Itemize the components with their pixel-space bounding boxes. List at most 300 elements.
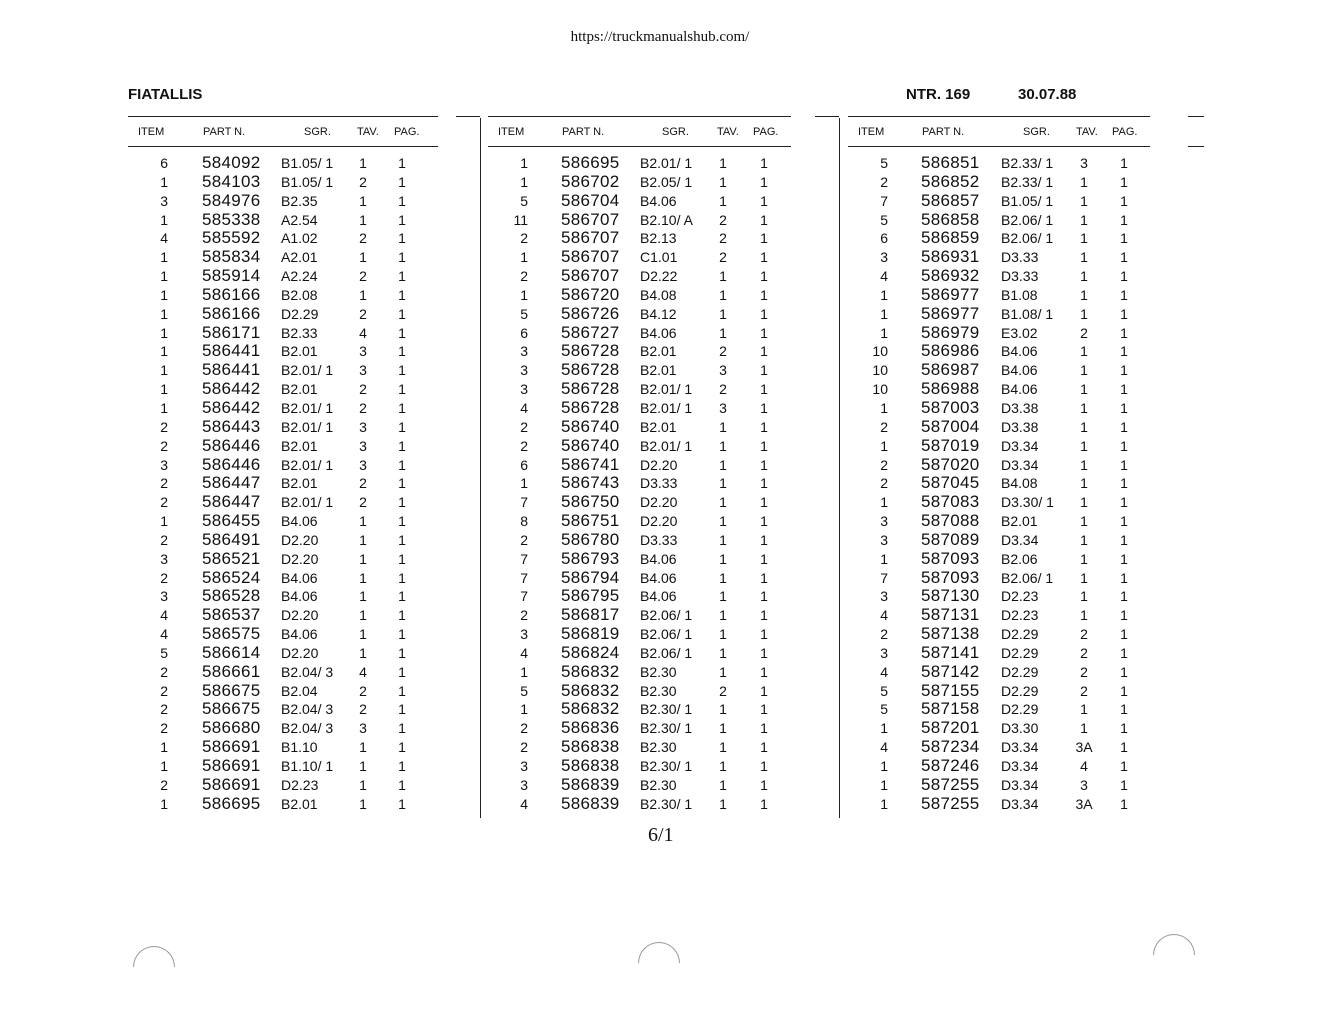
table-row	[128, 398, 438, 417]
pag-cell: 1	[398, 795, 406, 812]
pag-cell: 1	[760, 701, 768, 718]
header-pag: PAG.	[394, 126, 420, 138]
item-cell: 1	[880, 720, 888, 737]
pag-cell: 1	[1120, 173, 1128, 190]
part-number-cell: 586832	[561, 661, 620, 681]
pag-cell: 1	[398, 192, 406, 209]
item-cell: 1	[520, 155, 528, 171]
table-row	[848, 775, 1150, 794]
sgr-cell: B4.06	[1001, 343, 1038, 360]
pag-cell: 1	[398, 682, 406, 699]
sgr-cell: B2.01	[281, 437, 318, 454]
pag-cell: 1	[398, 173, 406, 190]
item-cell: 4	[160, 607, 168, 624]
tav-cell: 1	[719, 173, 727, 190]
tav-cell: 1	[719, 305, 727, 322]
tav-cell: 2	[359, 268, 367, 285]
table-row	[488, 323, 791, 342]
part-number-cell: 586986	[921, 341, 980, 361]
item-cell: 3	[520, 362, 528, 379]
header-tav: TAV.	[357, 126, 379, 138]
part-number-cell: 586794	[561, 567, 620, 587]
sgr-cell: B4.06	[281, 626, 318, 643]
part-number-cell: 586707	[561, 209, 620, 229]
part-number-cell: 584103	[202, 171, 261, 191]
pag-cell: 1	[1120, 305, 1128, 322]
item-cell: 1	[880, 324, 888, 341]
table-row	[488, 492, 791, 511]
pag-cell: 1	[398, 155, 406, 171]
sgr-cell: D3.33	[640, 531, 678, 548]
item-cell: 1	[160, 324, 168, 341]
table-row	[848, 530, 1150, 549]
sgr-cell: D2.20	[640, 456, 678, 473]
pag-cell: 1	[760, 437, 768, 454]
tav-cell: 1	[1080, 230, 1088, 247]
tav-cell: 2	[359, 381, 367, 398]
pag-cell: 1	[760, 776, 768, 793]
sgr-cell: B2.04/ 3	[281, 663, 334, 680]
sgr-cell: D2.22	[640, 268, 678, 285]
pag-cell: 1	[760, 286, 768, 303]
pag-cell: 1	[760, 475, 768, 492]
sgr-cell: B4.08	[1001, 475, 1038, 492]
pag-cell: 1	[1120, 644, 1128, 661]
part-number-cell: 586447	[202, 492, 261, 512]
pag-cell: 1	[760, 569, 768, 586]
pag-cell: 1	[398, 418, 406, 435]
item-cell: 1	[160, 343, 168, 360]
pag-cell: 1	[398, 456, 406, 473]
item-cell: 2	[160, 494, 168, 511]
table-rows	[128, 153, 438, 813]
sgr-cell: B2.04/ 3	[281, 701, 334, 718]
pag-cell: 1	[398, 720, 406, 737]
tav-cell: 2	[719, 230, 727, 247]
sgr-cell: B2.01	[640, 343, 677, 360]
tav-cell: 2	[719, 249, 727, 266]
pag-cell: 1	[398, 739, 406, 756]
sgr-cell: B4.06	[640, 324, 677, 341]
table-row	[488, 511, 791, 530]
pag-cell: 1	[760, 173, 768, 190]
pag-cell: 1	[760, 268, 768, 285]
tav-cell: 1	[1080, 286, 1088, 303]
tav-cell: 1	[359, 513, 367, 530]
sgr-cell: B2.01	[1001, 513, 1038, 530]
pag-cell: 1	[760, 249, 768, 266]
part-number-cell: 587255	[921, 793, 980, 813]
tav-cell: 3	[359, 437, 367, 454]
item-cell: 4	[520, 795, 528, 812]
table-row	[128, 304, 438, 323]
part-number-cell: 585914	[202, 266, 261, 286]
item-cell: 2	[520, 531, 528, 548]
table-row	[128, 794, 438, 813]
table-row	[488, 699, 791, 718]
tav-cell: 1	[719, 268, 727, 285]
part-number-cell: 586979	[921, 322, 980, 342]
tav-cell: 1	[1080, 701, 1088, 718]
sgr-cell: D3.34	[1001, 739, 1039, 756]
item-cell: 3	[880, 588, 888, 605]
sgr-cell: B2.30/ 1	[640, 701, 693, 718]
parts-table-1	[128, 116, 438, 826]
tav-cell: 1	[359, 588, 367, 605]
pag-cell: 1	[398, 776, 406, 793]
tav-cell: 1	[359, 569, 367, 586]
pag-cell: 1	[1120, 211, 1128, 228]
table-row	[488, 568, 791, 587]
table-row	[488, 341, 791, 360]
item-cell: 3	[520, 758, 528, 774]
part-number-cell: 586858	[921, 209, 980, 229]
item-cell: 7	[880, 569, 888, 586]
pag-cell: 1	[760, 739, 768, 756]
pag-cell: 1	[398, 230, 406, 247]
pag-cell: 1	[1120, 776, 1128, 793]
tav-cell: 2	[1080, 626, 1088, 643]
part-number-cell: 586661	[202, 661, 261, 681]
part-number-cell: 587020	[921, 454, 980, 474]
item-cell: 1	[160, 249, 168, 266]
pag-cell: 1	[1120, 588, 1128, 605]
part-number-cell: 586832	[561, 699, 620, 719]
tav-cell: 1	[719, 513, 727, 530]
pag-cell: 1	[398, 381, 406, 398]
table-row	[128, 737, 438, 756]
tav-cell: 1	[1080, 211, 1088, 228]
tav-cell: 3	[719, 399, 727, 416]
table-row	[128, 191, 438, 210]
tav-cell: 1	[1080, 437, 1088, 454]
pag-cell: 1	[760, 192, 768, 209]
item-cell: 1	[880, 305, 888, 322]
sgr-cell: B2.30/ 1	[640, 720, 693, 737]
item-cell: 1	[160, 399, 168, 416]
item-cell: 1	[520, 249, 528, 266]
sgr-cell: B2.01/ 1	[640, 155, 693, 171]
tav-cell: 2	[359, 399, 367, 416]
sgr-cell: B2.01	[640, 362, 677, 379]
sgr-cell: B2.33/ 1	[1001, 173, 1054, 190]
tav-cell: 1	[719, 569, 727, 586]
tav-cell: 1	[719, 776, 727, 793]
table-row	[488, 191, 791, 210]
item-cell: 1	[160, 211, 168, 228]
item-cell: 2	[160, 437, 168, 454]
sgr-cell: D3.33	[1001, 268, 1039, 285]
sgr-cell: B2.06/ 1	[640, 626, 693, 643]
sgr-cell: D3.34	[1001, 776, 1039, 793]
item-cell: 6	[880, 230, 888, 247]
column-divider	[480, 118, 481, 818]
tav-cell: 1	[359, 286, 367, 303]
sgr-cell: A2.54	[281, 211, 318, 228]
item-cell: 1	[160, 173, 168, 190]
pag-cell: 1	[1120, 513, 1128, 530]
item-cell: 2	[520, 268, 528, 285]
pag-cell: 1	[760, 682, 768, 699]
sgr-cell: B2.01	[640, 418, 677, 435]
item-cell: 6	[520, 324, 528, 341]
pag-cell: 1	[760, 324, 768, 341]
sgr-cell: B2.35	[281, 192, 318, 209]
tav-cell: 2	[359, 701, 367, 718]
sgr-cell: B1.05/ 1	[281, 173, 334, 190]
pag-cell: 1	[760, 155, 768, 171]
part-number-cell: 586704	[561, 190, 620, 210]
part-number-cell: 587130	[921, 586, 980, 606]
table-row	[488, 794, 791, 813]
item-cell: 7	[520, 588, 528, 605]
sgr-cell: D2.29	[1001, 701, 1039, 718]
item-cell: 1	[160, 286, 168, 303]
item-cell: 3	[520, 626, 528, 643]
table-row	[848, 568, 1150, 587]
item-cell: 5	[880, 701, 888, 718]
table-row	[128, 681, 438, 700]
tav-cell: 1	[1080, 550, 1088, 567]
tav-cell: 1	[359, 249, 367, 266]
tav-cell: 2	[359, 230, 367, 247]
tav-cell: 1	[719, 720, 727, 737]
part-number-cell: 587255	[921, 774, 980, 794]
part-number-cell: 585592	[202, 228, 261, 248]
part-number-cell: 586442	[202, 379, 261, 399]
pag-cell: 1	[398, 343, 406, 360]
sgr-cell: D2.20	[281, 607, 319, 624]
table-row	[488, 379, 791, 398]
tav-cell: 3	[359, 720, 367, 737]
sgr-cell: D2.23	[281, 776, 319, 793]
table-row	[848, 473, 1150, 492]
part-number-cell: 587083	[921, 492, 980, 512]
item-cell: 2	[160, 418, 168, 435]
tav-cell: 1	[359, 739, 367, 756]
tav-cell: 1	[719, 437, 727, 454]
item-cell: 1	[880, 286, 888, 303]
part-number-cell: 586443	[202, 416, 261, 436]
pag-cell: 1	[398, 286, 406, 303]
part-number-cell: 587089	[921, 529, 980, 549]
table-row	[848, 398, 1150, 417]
sgr-cell: D3.30/ 1	[1001, 494, 1054, 511]
pag-cell: 1	[760, 305, 768, 322]
part-number-cell: 586852	[921, 171, 980, 191]
sgr-cell: B4.06	[281, 588, 318, 605]
binder-hole	[638, 942, 680, 963]
tav-cell: 2	[719, 381, 727, 398]
sgr-cell: D2.20	[640, 494, 678, 511]
pag-cell: 1	[1120, 758, 1128, 774]
part-number-cell: 587088	[921, 511, 980, 531]
sgr-cell: B2.30/ 1	[640, 795, 693, 812]
pag-cell: 1	[1120, 418, 1128, 435]
pag-cell: 1	[1120, 230, 1128, 247]
part-number-cell: 584976	[202, 190, 261, 210]
part-number-cell: 586795	[561, 586, 620, 606]
tav-cell: 1	[1080, 456, 1088, 473]
parts-table-3	[848, 116, 1150, 826]
pag-cell: 1	[398, 588, 406, 605]
table-row	[848, 737, 1150, 756]
table-row	[488, 681, 791, 700]
part-number-cell: 586166	[202, 284, 261, 304]
part-number-cell: 586838	[561, 737, 620, 757]
pag-cell: 1	[1120, 569, 1128, 586]
sgr-cell: B2.01/ 1	[640, 399, 693, 416]
pag-cell: 1	[760, 211, 768, 228]
table-row	[128, 360, 438, 379]
header-pag: PAG.	[1112, 126, 1138, 138]
table-row	[128, 624, 438, 643]
header-part: PART N.	[922, 126, 965, 138]
part-number-cell: 586740	[561, 435, 620, 455]
pag-cell: 1	[760, 494, 768, 511]
pag-cell: 1	[398, 550, 406, 567]
pag-cell: 1	[398, 663, 406, 680]
sgr-cell: D2.29	[281, 305, 319, 322]
sgr-cell: D3.38	[1001, 399, 1039, 416]
item-cell: 2	[160, 720, 168, 737]
item-cell: 1	[160, 795, 168, 812]
part-number-cell: 586695	[561, 153, 620, 172]
tav-cell: 1	[1080, 343, 1088, 360]
sgr-cell: B4.06	[640, 550, 677, 567]
part-number-cell: 586166	[202, 303, 261, 323]
tav-cell: 1	[359, 550, 367, 567]
tav-cell: 2	[719, 343, 727, 360]
item-cell: 1	[520, 663, 528, 680]
tav-cell: 3	[359, 343, 367, 360]
parts-table-2	[488, 116, 791, 826]
sgr-cell: B2.30	[640, 663, 677, 680]
tav-cell: 1	[1080, 381, 1088, 398]
table-row	[488, 455, 791, 474]
binder-hole	[133, 946, 175, 967]
sgr-cell: B2.06/ 1	[1001, 230, 1054, 247]
table-row	[848, 285, 1150, 304]
part-number-cell: 586455	[202, 511, 261, 531]
sgr-cell: D2.23	[1001, 607, 1039, 624]
sgr-cell: D3.33	[640, 475, 678, 492]
part-number-cell: 586491	[202, 529, 261, 549]
table-row	[488, 473, 791, 492]
part-number-cell: 586528	[202, 586, 261, 606]
tav-cell: 1	[359, 758, 367, 774]
item-cell: 2	[160, 776, 168, 793]
tav-cell: 1	[1080, 475, 1088, 492]
table-row	[848, 360, 1150, 379]
table-row	[128, 210, 438, 229]
sgr-cell: D3.38	[1001, 418, 1039, 435]
page-number: 6/1	[648, 824, 674, 846]
tav-cell: 1	[719, 286, 727, 303]
item-cell: 2	[160, 663, 168, 680]
item-cell: 2	[160, 569, 168, 586]
item-cell: 2	[520, 230, 528, 247]
pag-cell: 1	[760, 399, 768, 416]
table-row	[128, 436, 438, 455]
document-date: 30.07.88	[1018, 86, 1077, 103]
table-row	[488, 624, 791, 643]
table-row	[128, 605, 438, 624]
table-row	[488, 718, 791, 737]
item-cell: 5	[880, 155, 888, 171]
table-row	[128, 323, 438, 342]
table-row	[488, 756, 791, 775]
item-cell: 1	[880, 776, 888, 793]
tav-cell: 2	[359, 494, 367, 511]
sgr-cell: B2.01/ 1	[281, 399, 334, 416]
pag-cell: 1	[1120, 531, 1128, 548]
sgr-cell: B1.08/ 1	[1001, 305, 1054, 322]
part-number-cell: 586446	[202, 435, 261, 455]
part-number-cell: 586851	[921, 153, 980, 172]
pag-cell: 1	[398, 494, 406, 511]
tav-cell: 4	[1080, 758, 1088, 774]
tav-cell: 1	[719, 663, 727, 680]
sgr-cell: B2.10/ A	[640, 211, 693, 228]
pag-cell: 1	[760, 720, 768, 737]
sgr-cell: B4.06	[1001, 362, 1038, 379]
tav-cell: 3	[359, 456, 367, 473]
pag-cell: 1	[1120, 268, 1128, 285]
part-number-cell: 586977	[921, 284, 980, 304]
table-row	[848, 210, 1150, 229]
item-cell: 3	[880, 531, 888, 548]
tav-cell: 1	[719, 607, 727, 624]
sgr-cell: B2.01/ 1	[281, 494, 334, 511]
header-part: PART N.	[562, 126, 605, 138]
sgr-cell: B1.10/ 1	[281, 758, 334, 774]
part-number-cell: 586726	[561, 303, 620, 323]
table-row	[488, 436, 791, 455]
pag-cell: 1	[398, 569, 406, 586]
part-number-cell: 586977	[921, 303, 980, 323]
sgr-cell: B2.01	[281, 475, 318, 492]
sgr-cell: B2.13	[640, 230, 677, 247]
pag-cell: 1	[1120, 607, 1128, 624]
table-row	[128, 492, 438, 511]
table-row	[128, 511, 438, 530]
pag-cell: 1	[398, 701, 406, 718]
table-row	[488, 662, 791, 681]
item-cell: 4	[880, 607, 888, 624]
item-cell: 1	[160, 739, 168, 756]
table-row	[488, 153, 791, 172]
item-cell: 2	[520, 720, 528, 737]
part-number-cell: 587158	[921, 699, 980, 719]
table-row	[848, 643, 1150, 662]
tav-cell: 3A	[1075, 795, 1093, 812]
table-row	[128, 549, 438, 568]
part-number-cell: 586442	[202, 397, 261, 417]
part-number-cell: 586728	[561, 360, 620, 380]
tav-cell: 2	[1080, 663, 1088, 680]
tav-cell: 1	[1080, 192, 1088, 209]
header-sgr: SGR.	[304, 126, 331, 138]
table-row	[488, 304, 791, 323]
part-number-cell: 586720	[561, 284, 620, 304]
part-number-cell: 586521	[202, 548, 261, 568]
part-number-cell: 584092	[202, 153, 261, 172]
tav-cell: 1	[1080, 513, 1088, 530]
table-row	[128, 662, 438, 681]
item-cell: 3	[880, 249, 888, 266]
pag-cell: 1	[760, 626, 768, 643]
